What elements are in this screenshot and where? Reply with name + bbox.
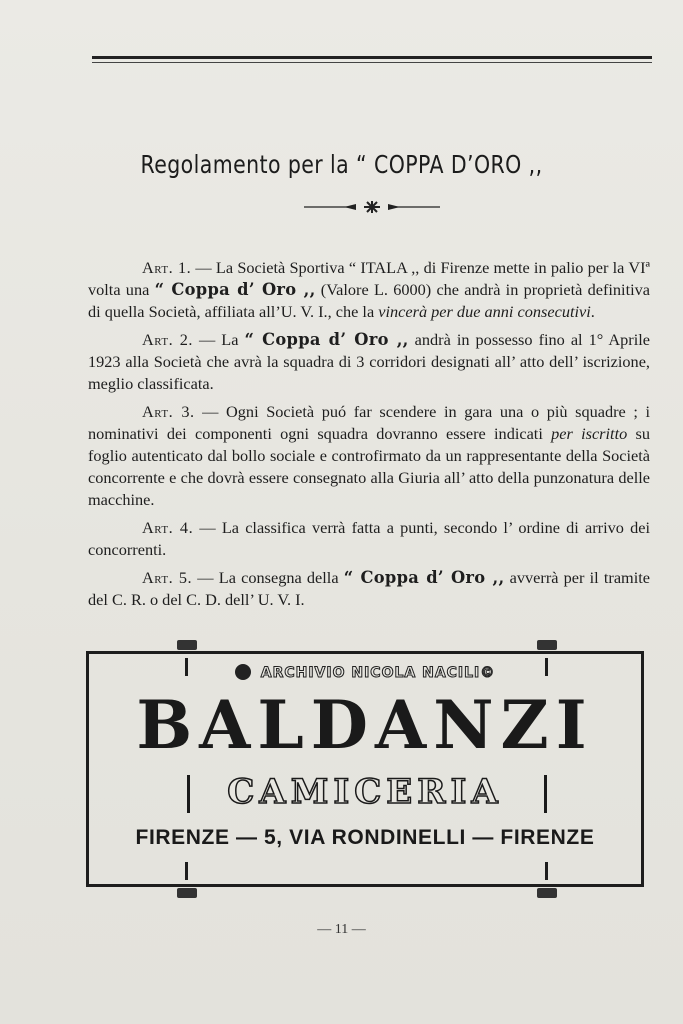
articles-body [88,257,650,617]
article-1 [88,257,650,323]
article-italic-text: vincerà per due anni consecutivi [378,302,591,321]
page-number: — 11 — [317,922,366,937]
article-4 [88,517,650,561]
page-title: Regolamento per la “ COPPA D’ORO ,, [140,150,543,179]
article-text: — La classifica verrà fatta a punti, secondo l’ ordine di arrivo dei concorrenti. [88,518,650,559]
article-5 [88,567,650,611]
frame-ornament-icon [537,888,557,898]
archive-watermark [89,664,641,681]
frame-ornament-icon [537,640,557,650]
frame-tick [185,862,188,880]
article-3 [88,401,650,511]
watermark-text: ARCHIVIO NICOLA NACILI© [260,665,496,681]
shop-address: FIRENZE — 5, VIA RONDINELLI — FIRENZE [135,826,595,849]
subtitle-bar [544,775,547,813]
article-text: — La [192,330,245,349]
top-rule [92,56,652,59]
article-label: Art. 1. [142,258,192,277]
coppa-doro-name: “ Coppa d’ Oro ,, [154,280,316,299]
article-text: — La consegna della [192,568,344,587]
article-2 [88,329,650,395]
article-text: . [590,302,595,321]
article-text: — Ogni Società puó far scendere in gara una o più squadre ; i nominativi dei componenti ogni squadra dovranno essere indicati [88,402,650,443]
frame-tick [545,862,548,880]
shop-type: CAMICERIA [227,772,503,812]
archive-logo-icon [235,664,251,680]
article-text: su foglio autenticato dal bollo sociale e controfirmato da un rappresentante della Società concorrente e che dovrà essere consegnato alla Giuria all’ atto della punzonatura delle macchine. [88,424,650,509]
article-text: andrà in possesso fino al 1° Aprile 1923 alla Società che avrà la squadra di 3 corridori designati all’ atto dell’ iscrizione, meglio classificata. [88,330,650,393]
frame-ornament-icon [177,640,197,650]
article-label: Art. 5. [142,568,193,587]
article-label: Art. 2. [142,330,193,349]
advertisement-box [86,651,644,887]
article-label: Art. 3. [142,402,195,421]
article-label: Art. 4. [142,518,194,537]
article-text: avverrà per il tramite del C. R. o del C. D. dell’ U. V. I. [88,568,650,609]
top-rule-thin [92,62,652,63]
frame-ornament-icon [177,888,197,898]
coppa-doro-name: “ Coppa d’ Oro ,, [244,330,409,349]
coppa-doro-name: “ Coppa d’ Oro ,, [343,568,505,587]
article-text: (Valore L. 6000) che andrà in proprietà definitiva di quella Società, affiliata all’U. V. I., che la [88,280,650,321]
article-text: — La Società Sportiva “ ITALA ,, di Firenze mette in palio per la VIª volta una [88,258,650,299]
ornament-divider-icon [304,200,440,214]
article-italic-text: per iscritto [551,424,628,443]
brand-name: BALDANZI [136,686,594,764]
